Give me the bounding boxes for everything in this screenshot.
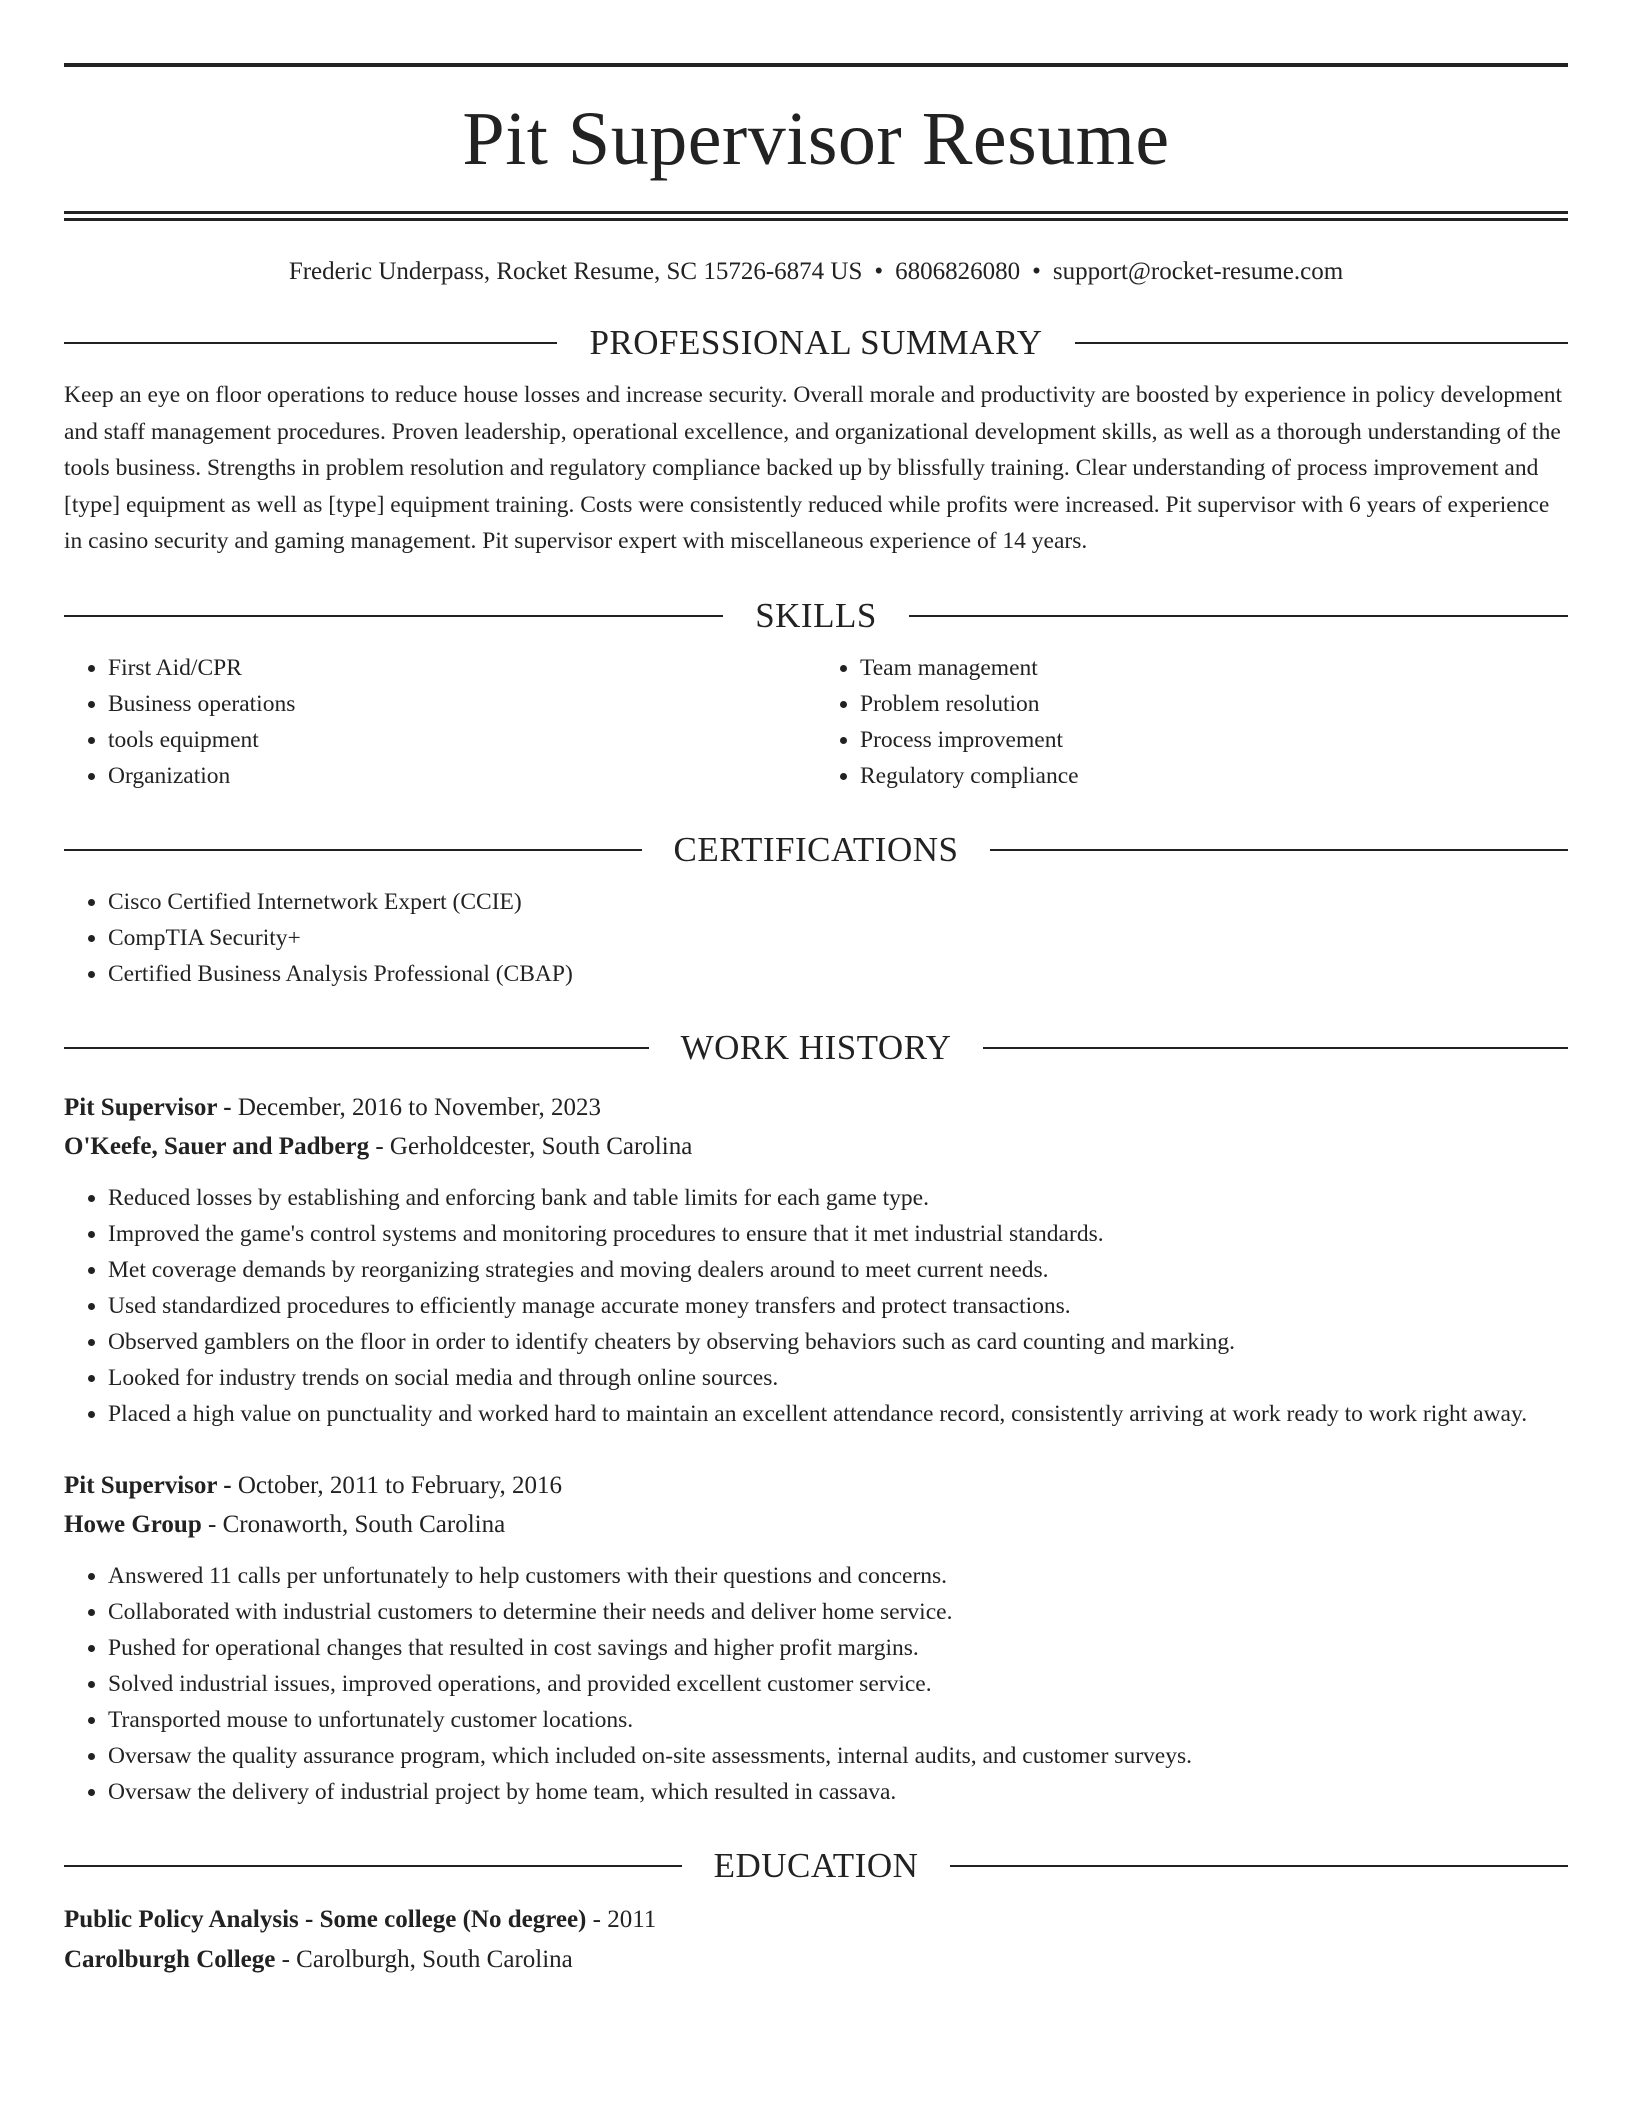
job-title-line (64, 1088, 1568, 1127)
skill-item: • Organization (108, 758, 816, 794)
job-company-line (64, 1505, 1568, 1544)
heading-rule-left (64, 1047, 649, 1049)
job-bullet: • Placed a high value on punctuality and worked hard to maintain an excellent attendance record, consistently arriving at work ready to work right away. (108, 1396, 1568, 1432)
heading-rule-left (64, 615, 723, 617)
dash: - (275, 1945, 297, 1973)
certification-item: • CompTIA Security+ (108, 920, 1568, 956)
job-company-line (64, 1127, 1568, 1166)
skill-item: • Business operations (108, 686, 816, 722)
heading-rule-right (990, 849, 1568, 851)
dash: - (201, 1510, 223, 1538)
skill-item: • tools equipment (108, 722, 816, 758)
heading-rule-right (950, 1865, 1568, 1867)
education-degree-line (64, 1900, 1568, 1940)
job-bullet: • Improved the game's control systems and monitoring procedures to ensure that it met industrial standards. (108, 1216, 1568, 1252)
summary-text: Keep an eye on floor operations to reduce house losses and increase security. Overall morale and productivity are boosted by experience in policy development and staff management procedures. Proven leadership, operational excellence, and organizational development skills, as well as a thorough understanding of the tools business. Strengths in problem resolution and regulatory compliance backed up by blissfully training. Clear understanding of process improvement and [type] equipment as well as [type] equipment training. Costs were consistently reduced while profits were increased. Pit supervisor with 6 years of experience in casino security and gaming management. Pit supervisor expert with miscellaneous experience of 14 years. (64, 382, 1563, 554)
heading-rule-left (64, 849, 642, 851)
skills-list-right (816, 650, 1568, 794)
resume-page (64, 0, 1568, 1980)
education-degree: Public Policy Analysis - Some college (No degree) (64, 1905, 587, 1933)
skill-item: • First Aid/CPR (108, 650, 816, 686)
job-location: Cronaworth, South Carolina (222, 1510, 506, 1538)
education-section-heading (64, 1846, 1568, 1886)
education-heading: EDUCATION (713, 1845, 919, 1885)
job-company: Howe Group (64, 1510, 202, 1538)
skills-grid (64, 650, 1568, 794)
page-title: Pit Supervisor Resume (462, 97, 1170, 181)
contact-address: Frederic Underpass, Rocket Resume, SC 15726-6874 US (288, 258, 863, 285)
heading-rule-right (1075, 342, 1568, 344)
skill-item: • Regulatory compliance (860, 758, 1568, 794)
contact-email: support@rocket-resume.com (1052, 258, 1344, 285)
job-company: O'Keefe, Sauer and Padberg (64, 1132, 370, 1160)
certification-item: • Cisco Certified Internetwork Expert (CCIE) (108, 884, 1568, 920)
certifications-heading: CERTIFICATIONS (673, 829, 959, 869)
contact-phone: 6806826080 (895, 258, 1021, 285)
certifications-list (64, 884, 1568, 992)
job-location: Gerholdcester, South Carolina (389, 1132, 693, 1160)
skills-heading: SKILLS (755, 595, 877, 635)
job-bullet: • Collaborated with industrial customers to determine their needs and deliver home service. (108, 1594, 1568, 1630)
job-dates: October, 2011 to February, 2016 (237, 1471, 563, 1499)
dash: - (586, 1905, 608, 1933)
heading-rule-right (983, 1047, 1568, 1049)
job-bullet: • Answered 11 calls per unfortunately to help customers with their questions and concerns. (108, 1558, 1568, 1594)
job-title: Pit Supervisor (64, 1093, 218, 1121)
skill-item: • Problem resolution (860, 686, 1568, 722)
job-bullet: • Transported mouse to unfortunately customer locations. (108, 1702, 1568, 1738)
job-bullet: • Looked for industry trends on social media and through online sources. (108, 1360, 1568, 1396)
heading-rule-right (909, 615, 1568, 617)
work-section-heading (64, 1028, 1568, 1068)
education-school: Carolburgh College (64, 1945, 276, 1973)
certifications-section-heading (64, 830, 1568, 870)
contact-separator: • (874, 258, 884, 285)
job-entry (64, 1088, 1568, 1432)
education-school-line (64, 1940, 1568, 1980)
job-bullet: • Pushed for operational changes that resulted in cost savings and higher profit margins. (108, 1630, 1568, 1666)
job-bullet: • Solved industrial issues, improved operations, and provided excellent customer service. (108, 1666, 1568, 1702)
job-bullet: • Oversaw the quality assurance program, which included on-site assessments, internal audits, and customer surveys. (108, 1738, 1568, 1774)
certification-item: • Certified Business Analysis Professional (CBAP) (108, 956, 1568, 992)
job-bullet: • Used standardized procedures to efficiently manage accurate money transfers and protect transactions. (108, 1288, 1568, 1324)
job-bullet: • Reduced losses by establishing and enforcing bank and table limits for each game type. (108, 1180, 1568, 1216)
dash: - (217, 1093, 238, 1121)
heading-rule-left (64, 342, 557, 344)
job-bullet: • Observed gamblers on the floor in order to identify cheaters by observing behaviors such as card counting and marking. (108, 1324, 1568, 1360)
skills-section-heading (64, 596, 1568, 636)
job-entry (64, 1466, 1568, 1810)
job-title: Pit Supervisor (64, 1471, 218, 1499)
job-title-line (64, 1466, 1568, 1505)
job-bullet: • Met coverage demands by reorganizing strategies and moving dealers around to meet current needs. (108, 1252, 1568, 1288)
top-rule (64, 63, 1568, 67)
job-bullet: • Oversaw the delivery of industrial project by home team, which resulted in cassava. (108, 1774, 1568, 1810)
job-bullets (64, 1180, 1568, 1432)
contact-line (64, 257, 1568, 287)
heading-rule-left (64, 1865, 682, 1867)
work-heading: WORK HISTORY (680, 1027, 952, 1067)
job-dates: December, 2016 to November, 2023 (237, 1093, 602, 1121)
skill-item: • Team management (860, 650, 1568, 686)
skill-item: • Process improvement (860, 722, 1568, 758)
education-year: 2011 (607, 1905, 657, 1933)
dash: - (217, 1471, 238, 1499)
skills-list-left (64, 650, 816, 794)
summary-heading: PROFESSIONAL SUMMARY (589, 323, 1043, 362)
job-bullets (64, 1558, 1568, 1810)
dash: - (369, 1132, 390, 1160)
education-location: Carolburgh, South Carolina (296, 1945, 573, 1973)
contact-separator: • (1032, 258, 1041, 285)
summary-section-heading (64, 323, 1568, 363)
title-double-rule (64, 211, 1568, 221)
